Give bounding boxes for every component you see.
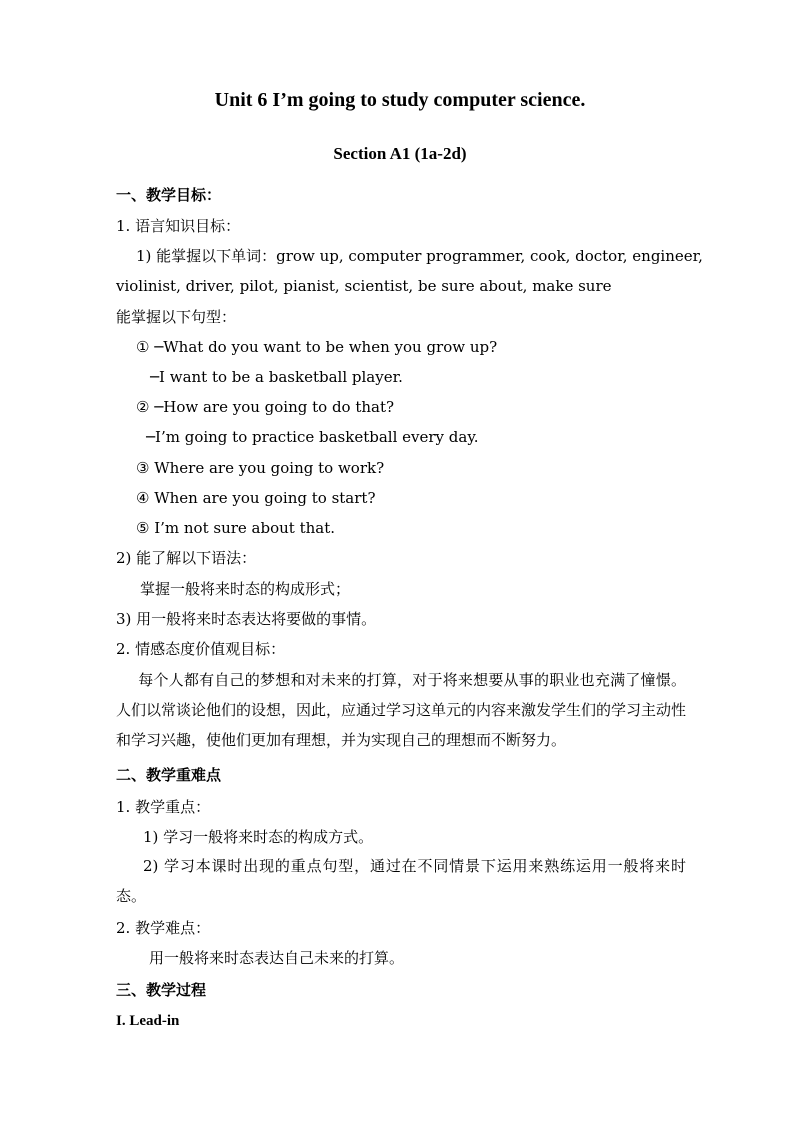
lead-in-heading: I. Lead-in	[116, 1013, 180, 1029]
pattern-3: ③ Where are you going to work?	[136, 459, 385, 477]
key-point-1: 1) 学习一般将来时态的构成方式。	[143, 828, 374, 846]
pattern-1-answer: ─I want to be a basketball player.	[150, 368, 403, 386]
key-points-label: 1. 教学重点：	[116, 798, 211, 816]
item-3: 3) 用一般将来时态表达将要做的事情。	[116, 610, 377, 628]
section-subtitle: Section A1 (1a-2d)	[333, 144, 467, 163]
emotion-paragraph	[116, 665, 686, 755]
grammar-item: 掌握一般将来时态的构成形式；	[140, 580, 351, 598]
grammar-label: 2) 能了解以下语法：	[116, 549, 257, 567]
pattern-2: ② ─How are you going to do that?	[136, 398, 395, 416]
heading-teaching-goals: 一、教学目标：	[116, 186, 222, 204]
heading-key-points: 二、教学重难点	[116, 766, 222, 784]
vocab-line-1: 1) 能掌握以下单词：grow up, computer programmer, cook, doctor, engineer,	[136, 247, 703, 265]
emotion-paragraph-text: 每个人都有自己的梦想和对未来的打算，对于将来想要从事的职业也充满了憧憬。人们以常谈论他们的设想，因此，应通过学习这单元的内容来激发学生们的学习主动性和学习兴趣，使他们更加有理想，并为实现自己的理想而不断努力。	[116, 671, 687, 749]
language-goal-label: 1. 语言知识目标：	[116, 217, 241, 235]
difficult-point: 用一般将来时态表达自己未来的打算。	[149, 949, 405, 967]
patterns-label: 能掌握以下句型：	[116, 308, 237, 326]
key-point-2	[116, 851, 686, 911]
document-title: Unit 6 I’m going to study computer science.	[214, 89, 586, 111]
heading-teaching-process: 三、教学过程	[116, 981, 207, 999]
pattern-5: ⑤ I’m not sure about that.	[136, 519, 336, 537]
pattern-2-answer: ─I’m going to practice basketball every day.	[146, 428, 479, 446]
pattern-4: ④ When are you going to start?	[136, 489, 376, 507]
difficult-points-label: 2. 教学难点：	[116, 919, 211, 937]
pattern-1: ① ─What do you want to be when you grow up?	[136, 338, 498, 356]
key-point-2-text: 2) 学习本课时出现的重点句型，通过在不同情景下运用来熟练运用一般将来时态。	[116, 857, 686, 905]
vocab-line-2: violinist, driver, pilot, pianist, scientist, be sure about, make sure	[116, 277, 612, 295]
emotion-goal-label: 2. 情感态度价值观目标：	[116, 640, 286, 658]
